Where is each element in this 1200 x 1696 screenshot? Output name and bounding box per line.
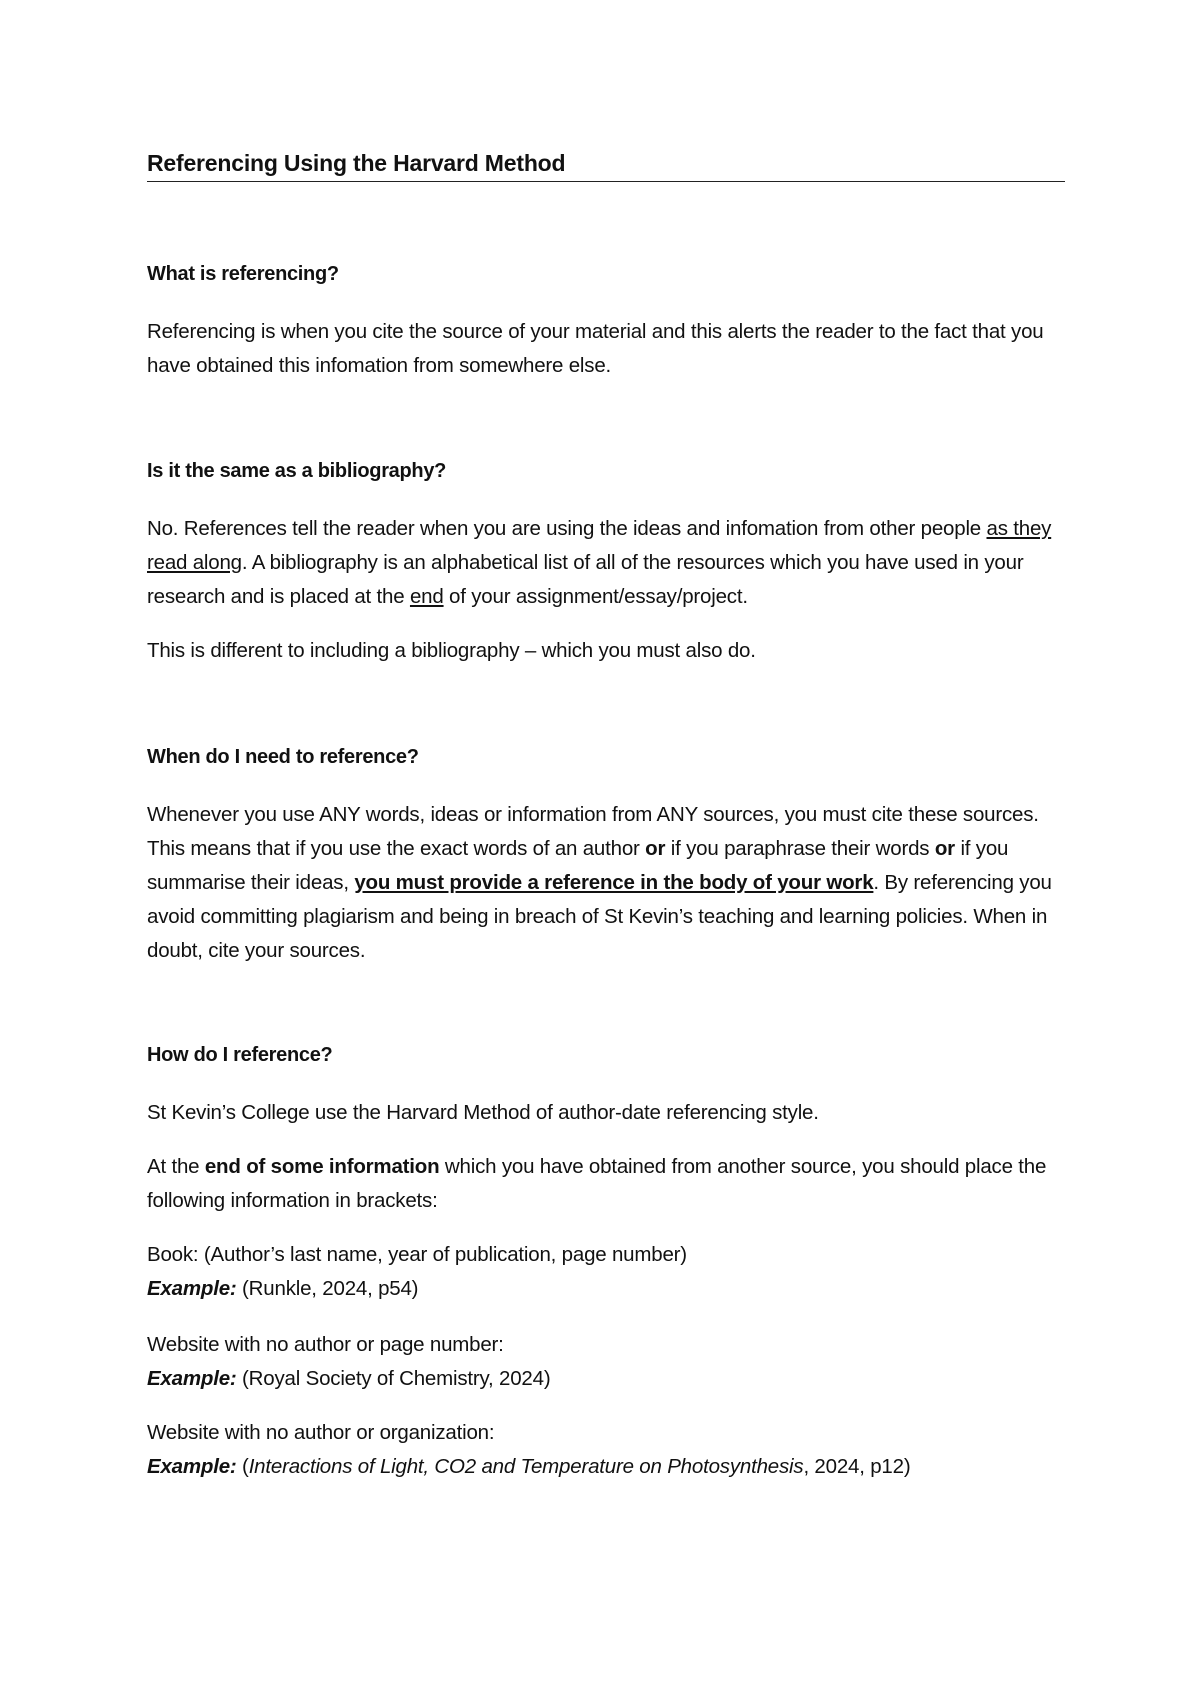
website-no-author-page-format	[147, 1328, 1065, 1396]
text-run: if you paraphrase their words	[665, 837, 935, 860]
text-run: . By referencing you avoid committing plagiarism and being in breach of St Kevin’s teaching and learning policies. When in doubt, cite your sources.	[147, 871, 1052, 962]
text-run: if you summarise their ideas,	[147, 837, 1009, 894]
book-example-line	[147, 1272, 1065, 1306]
text-run: No. References tell the reader when you are using the ideas and infomation from other people	[147, 517, 987, 540]
book-example-text: (Runkle, 2024, p54)	[236, 1277, 419, 1300]
text-run: of your assignment/essay/project.	[443, 585, 748, 608]
website2-format-line: Website with no author or organization:	[147, 1421, 495, 1444]
bold-word-or: or	[645, 837, 666, 860]
website-no-author-organization-format	[147, 1416, 1065, 1484]
text-run: At the	[147, 1155, 205, 1178]
example-label: Example:	[147, 1455, 237, 1478]
book-format-line: Book: (Author’s last name, year of publication, page number)	[147, 1243, 687, 1266]
website2-example-title: Interactions of Light, CO2 and Temperature on Photosynthesis	[248, 1455, 804, 1478]
bold-phrase-end-of-some-information: end of some information	[204, 1155, 440, 1178]
underlined-phrase-as-they-read-along: as they read along	[147, 517, 1052, 574]
example-label: Example:	[147, 1367, 237, 1390]
page-title: Referencing Using the Harvard Method	[147, 150, 1065, 182]
paragraph-harvard-method: St Kevin’s College use the Harvard Method of author-date referencing style.	[147, 1101, 819, 1124]
text-run: . A bibliography is an alphabetical list of all of the resources which you have used in your research and is placed at the	[147, 551, 1024, 608]
paragraph-when-to-reference	[147, 798, 1065, 968]
paragraph-end-of-information	[147, 1150, 1065, 1218]
text-run: Whenever you use ANY words, ideas or information from ANY sources, you must cite these sources. This means that if you use the exact words of an author	[147, 803, 1039, 860]
website1-format-line: Website with no author or page number:	[147, 1333, 504, 1356]
bold-word-or: or	[934, 837, 955, 860]
book-reference-format	[147, 1238, 1065, 1306]
heading-same-as-bibliography: Is it the same as a bibliography?	[147, 460, 447, 482]
paragraph-references-vs-bibliography	[147, 512, 1065, 614]
website2-example-line	[147, 1450, 1065, 1484]
emphasis-must-provide-reference: you must provide a reference in the body of your work	[354, 871, 874, 894]
website2-example-open: (	[236, 1455, 249, 1478]
text-run: which you have obtained from another source, you should place the following information in brackets:	[147, 1155, 1047, 1212]
website1-example-text: (Royal Society of Chemistry, 2024)	[236, 1367, 551, 1390]
heading-when-to-reference: When do I need to reference?	[147, 746, 419, 768]
example-label: Example:	[147, 1277, 237, 1300]
website1-example-line	[147, 1362, 1065, 1396]
underlined-word-end: end	[409, 585, 444, 608]
website2-example-rest: , 2024, p12)	[803, 1455, 911, 1478]
heading-how-to-reference: How do I reference?	[147, 1044, 333, 1066]
paragraph-different-to-bibliography: This is different to including a bibliography – which you must also do.	[147, 639, 756, 662]
paragraph-what-is-referencing: Referencing is when you cite the source of your material and this alerts the reader to the fact that you have obtained this infomation from somewhere else.	[147, 320, 1044, 377]
heading-what-is-referencing: What is referencing?	[147, 263, 339, 285]
